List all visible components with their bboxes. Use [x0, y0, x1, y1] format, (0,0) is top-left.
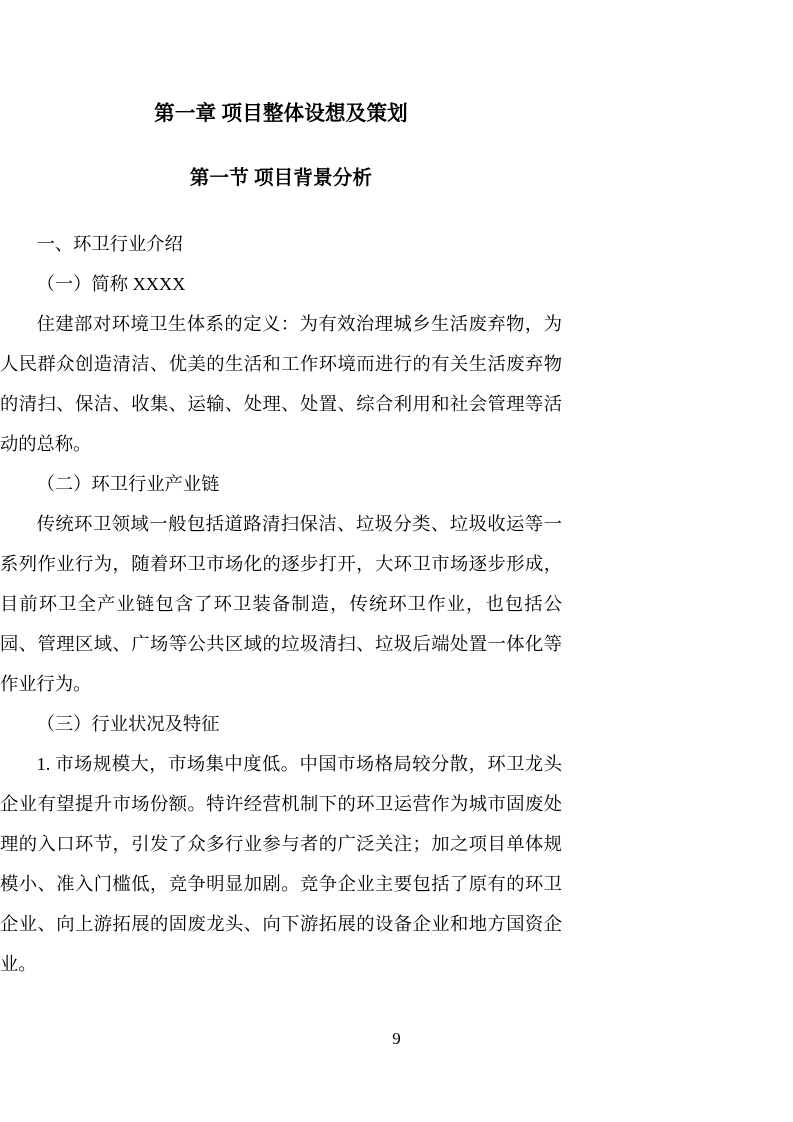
paragraph-industry-chain: 传统环卫领域一般包括道路清扫保洁、垃圾分类、垃圾收运等一系列作业行为，随着环卫市场化的逐步打开，大环卫市场逐步形成，目前环卫全产业链包含了环卫装备制造，传统环卫作业，也包括公园、管理区域、广场等公共区域的垃圾清扫、垃圾后端处置一体化等作业行为。	[0, 514, 562, 694]
paragraph-market-scale: 1. 市场规模大，市场集中度低。中国市场格局较分散，环卫龙头企业有望提升市场份额。特许经营机制下的环卫运营作为城市固废处理的入口环节，引发了众多行业参与者的广泛关注；加之项目单体规模小、准入门槛低，竞争明显加剧。竞争企业主要包括了原有的环卫企业、向上游拓展的固废龙头、向下游拓展的设备企业和地方国资企业。	[0, 754, 562, 974]
heading-level-2-a: （一）简称 XXXX	[36, 274, 186, 294]
chapter-title: 第一章 项目整体设想及策划	[154, 103, 408, 125]
page-number: 9	[392, 1029, 401, 1048]
document-body	[0, 224, 562, 984]
paragraph-definition: 住建部对环境卫生体系的定义：为有效治理城乡生活废弃物，为人民群众创造清洁、优美的生活和工作环境而进行的有关生活废弃物的清扫、保洁、收集、运输、处理、处置、综合利用和社会管理等活动的总称。	[0, 314, 562, 454]
heading-level-2-c: （三）行业状况及特征	[36, 714, 220, 734]
heading-level-2-b: （二）环卫行业产业链	[36, 474, 220, 494]
section-title: 第一节 项目背景分析	[189, 168, 373, 189]
heading-level-1: 一、环卫行业介绍	[36, 234, 183, 254]
